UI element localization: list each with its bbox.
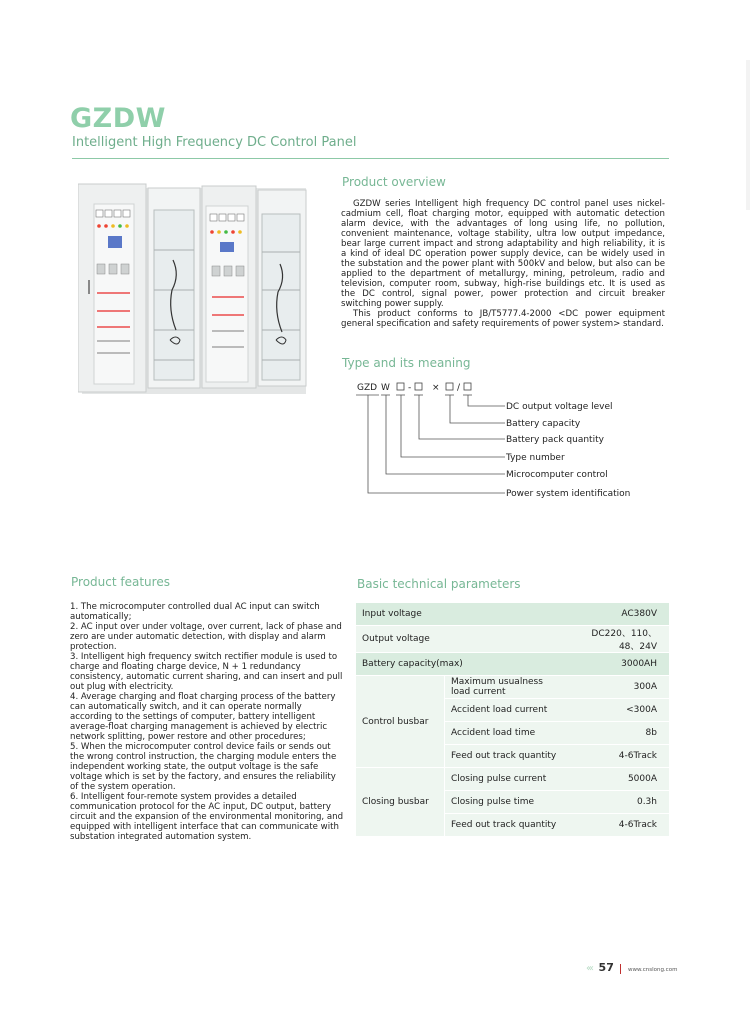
overview-paragraph: GZDW series Intelligent high frequency DC control panel uses nickel-cadmium cell, float charging motor, equipped with automatic detection alarm device, with the advantages of long using life, no pollution, convenient maintenance, voltage stability, ultra low output impedance, bear large current impact and strong adaptability and high reliability, it is a kind of ideal DC operation power supply device, can be widely used in the substation and the power plant with 500kV and below, but also can be applied to the department of metallurgy, mining, petroleum, radio and television, computer room, subway, high-rise buildings etc. It is used as the DC control, signal power, power protection and circuit breaker switching power supply.: [341, 199, 665, 309]
param-value: AC380V: [570, 603, 669, 626]
code-w: W: [381, 383, 390, 393]
type-code-diagram: [355, 378, 655, 503]
code-box: [446, 383, 453, 390]
overview-paragraph: This product conforms to JB/T5777.4-2000 <DC power equipment general specification and safety requirements of power system> standard.: [341, 309, 665, 329]
code-times: ×: [432, 383, 440, 393]
code-dash: -: [408, 383, 412, 393]
param-label: Battery capacity(max): [356, 653, 570, 676]
param-value: 5000A: [570, 768, 669, 791]
feature-item: 5. When the microcomputer control device fails or sends out the wrong control instruction, the charging module enters the independent working state, the output voltage is the safe voltage which is set by the factory, and ensures the reliability of the system operation.: [70, 742, 337, 792]
features-list: [70, 602, 345, 842]
feature-item: 6. Intelligent four-remote system provides a detailed communication protocol for the AC input, DC output, battery circuit and the expansion of the environmental monitoring, and equipped with intelligent interface that can communicate with substation integrated automation system.: [70, 792, 344, 842]
features-heading: Product features: [71, 575, 170, 589]
param-value: 300A: [570, 676, 669, 699]
code-slash: /: [457, 383, 461, 393]
param-label: Maximum usualness load current: [445, 676, 570, 699]
feature-item: 3. Intelligent high frequency switch rectifier module is used to charge and floating charge device, N + 1 redundancy consistency, automatic current sharing, and can insert and pull out plug with electricity.: [70, 652, 343, 692]
type-meaning-heading: Type and its meaning: [342, 356, 471, 370]
title-divider: [72, 158, 669, 159]
param-value: 8b: [570, 722, 669, 745]
feature-item: 1. The microcomputer controlled dual AC input can switch automatically;: [70, 602, 320, 622]
param-label: Feed out track quantity: [445, 814, 570, 837]
feature-item: 4. Average charging and float charging process of the battery can automatically switch, and it can operate normally according to the settings of computer, battery intelligent average-float charging management is achieved by electric network splitting, power restore and other procedures;: [70, 692, 336, 742]
param-value: 4-6Track: [570, 745, 669, 768]
control-panel-cabinet-image: [78, 180, 308, 395]
param-value: <300A: [570, 699, 669, 722]
params-table: [356, 603, 669, 837]
feature-item: 2. AC input over under voltage, over current, lack of phase and zero are under automatic detection, with display and alarm protection.: [70, 622, 342, 652]
table-row: [356, 626, 669, 653]
page-footer: [586, 961, 677, 974]
closing-busbar-label: Closing busbar: [356, 768, 445, 837]
chevrons-icon: ‹‹‹: [586, 963, 592, 974]
type-label-voltage: DC output voltage level: [506, 402, 613, 412]
table-row: [356, 603, 669, 626]
type-label-power-system: Power system identification: [506, 489, 631, 499]
param-value: 4-6Track: [570, 814, 669, 837]
param-value: 0.3h: [570, 791, 669, 814]
control-busbar-label: Control busbar: [356, 676, 445, 768]
param-label: Output voltage: [356, 626, 570, 653]
code-gzd: GZD: [357, 383, 378, 393]
param-label: Accident load time: [445, 722, 570, 745]
page-number: 57: [598, 961, 614, 974]
table-row: [356, 768, 669, 791]
param-value: 3000AH: [570, 653, 669, 676]
brand-title: GZDW: [70, 103, 166, 134]
type-label-type-number: Type number: [506, 453, 565, 463]
param-label: Feed out track quantity: [445, 745, 570, 768]
param-label: Accident load current: [445, 699, 570, 722]
param-label: Closing pulse time: [445, 791, 570, 814]
overview-heading: Product overview: [342, 175, 446, 189]
footer-divider: [620, 964, 621, 974]
param-label: Closing pulse current: [445, 768, 570, 791]
overview-text: [341, 199, 665, 329]
code-box: [397, 383, 404, 390]
type-label-pack-quantity: Battery pack quantity: [506, 435, 604, 445]
table-row: [356, 653, 669, 676]
code-box: [415, 383, 422, 390]
params-heading: Basic technical parameters: [357, 577, 521, 591]
code-box: [464, 383, 471, 390]
type-label-microcomputer: Microcomputer control: [506, 470, 608, 480]
param-value: DC220、110、48、24V: [570, 626, 669, 653]
table-row: [356, 676, 669, 699]
param-label: Input voltage: [356, 603, 570, 626]
footer-url: www.cnslong.com: [627, 967, 678, 973]
page-edge-shadow: [746, 60, 750, 210]
type-label-capacity: Battery capacity: [506, 419, 581, 429]
product-subtitle: Intelligent High Frequency DC Control Panel: [72, 135, 357, 150]
